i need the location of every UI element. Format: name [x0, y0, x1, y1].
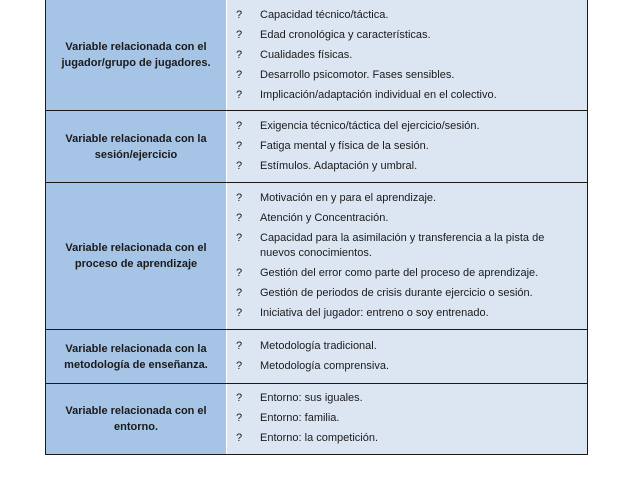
- missing-glyph-icon: ?: [236, 306, 243, 319]
- list-item-text: Capacidad técnico/táctica.: [260, 9, 389, 21]
- list-item-text: Desarrollo psicomotor. Fases sensibles.: [260, 69, 455, 81]
- list-item: [227, 284, 587, 304]
- items-cell: [227, 183, 588, 330]
- list-item: [227, 304, 587, 324]
- missing-glyph-icon: ?: [236, 191, 243, 204]
- table-row: [46, 111, 588, 183]
- items-list: [227, 337, 587, 377]
- missing-glyph-icon: ?: [236, 69, 243, 81]
- items-list: [227, 189, 587, 324]
- list-item: [227, 357, 587, 377]
- table-row: [46, 183, 588, 330]
- missing-glyph-icon: ?: [236, 211, 243, 224]
- list-item-text: Atención y Concentración.: [260, 211, 389, 224]
- list-item: [227, 46, 587, 66]
- list-item-text: Exigencia técnico/táctica del ejercicio/sesión.: [260, 119, 480, 132]
- missing-glyph-icon: ?: [236, 359, 243, 372]
- list-item-text: Entorno: familia.: [260, 412, 340, 424]
- list-item-text: Estímulos. Adaptación y umbral.: [260, 159, 418, 172]
- list-item: [227, 157, 587, 177]
- list-item: [227, 389, 587, 409]
- items-cell: [227, 111, 588, 183]
- variable-cell: [46, 183, 227, 330]
- missing-glyph-icon: ?: [236, 432, 243, 444]
- list-item-text: Gestión del error como parte del proceso de aprendizaje.: [260, 266, 539, 279]
- missing-glyph-icon: ?: [236, 139, 243, 152]
- items-list: [227, 4, 587, 106]
- missing-glyph-icon: ?: [236, 339, 243, 352]
- missing-glyph-icon: ?: [236, 89, 243, 101]
- list-item-text: Edad cronológica y características.: [260, 29, 431, 41]
- variable-label: Variable relacionada con el proceso de aprendizaje: [65, 242, 207, 270]
- list-item-text: Metodología comprensiva.: [260, 359, 390, 372]
- variable-cell: [46, 330, 227, 384]
- list-item: [227, 86, 587, 106]
- list-item: [227, 337, 587, 357]
- table-row: [46, 0, 588, 111]
- list-item-text: Entorno: sus iguales.: [260, 392, 363, 404]
- list-item: [227, 26, 587, 46]
- variable-cell: [46, 0, 227, 111]
- list-item: [227, 429, 587, 449]
- variables-table: [45, 0, 588, 455]
- variable-cell: [46, 111, 227, 183]
- variable-label: Variable relacionada con la metodología de enseñanza.: [64, 342, 208, 371]
- list-item-text: Fatiga mental y física de la sesión.: [260, 139, 429, 152]
- list-item: [227, 137, 587, 157]
- items-cell: [227, 384, 588, 455]
- missing-glyph-icon: ?: [236, 392, 243, 404]
- list-item-text: Iniciativa del jugador: entreno o soy entrenado.: [260, 306, 489, 319]
- list-item: [227, 229, 587, 264]
- list-item-text: Capacidad para la asimilación y transferencia a la pista de nuevos conocimientos.: [260, 231, 545, 259]
- list-item-text: Gestión de periodos de crisis durante ejercicio o sesión.: [260, 286, 533, 299]
- missing-glyph-icon: ?: [236, 412, 243, 424]
- missing-glyph-icon: ?: [236, 231, 243, 244]
- list-item-text: Implicación/adaptación individual en el colectivo.: [260, 89, 497, 101]
- missing-glyph-icon: ?: [236, 9, 243, 21]
- missing-glyph-icon: ?: [236, 119, 243, 132]
- list-item: [227, 6, 587, 26]
- items-cell: [227, 0, 588, 111]
- variable-label: Variable relacionada con el jugador/grupo de jugadores.: [61, 41, 211, 69]
- list-item-text: Motivación en y para el aprendizaje.: [260, 191, 437, 204]
- missing-glyph-icon: ?: [236, 49, 243, 61]
- table-row: [46, 384, 588, 455]
- variable-label: Variable relacionada con la sesión/ejercicio: [65, 132, 207, 161]
- missing-glyph-icon: ?: [236, 159, 243, 172]
- items-list: [227, 389, 587, 449]
- list-item: [227, 409, 587, 429]
- list-item: [227, 264, 587, 284]
- missing-glyph-icon: ?: [236, 29, 243, 41]
- list-item-text: Cualidades físicas.: [260, 49, 353, 61]
- list-item: [227, 209, 587, 229]
- list-item: [227, 117, 587, 137]
- list-item: [227, 66, 587, 86]
- variable-cell: [46, 384, 227, 455]
- list-item-text: Entorno: la competición.: [260, 432, 379, 444]
- list-item: [227, 189, 587, 209]
- items-cell: [227, 330, 588, 384]
- items-list: [227, 117, 587, 177]
- variable-label: Variable relacionada con el entorno.: [65, 405, 207, 433]
- missing-glyph-icon: ?: [236, 266, 243, 279]
- list-item-text: Metodología tradicional.: [260, 339, 377, 352]
- table-row: [46, 330, 588, 384]
- missing-glyph-icon: ?: [236, 286, 243, 299]
